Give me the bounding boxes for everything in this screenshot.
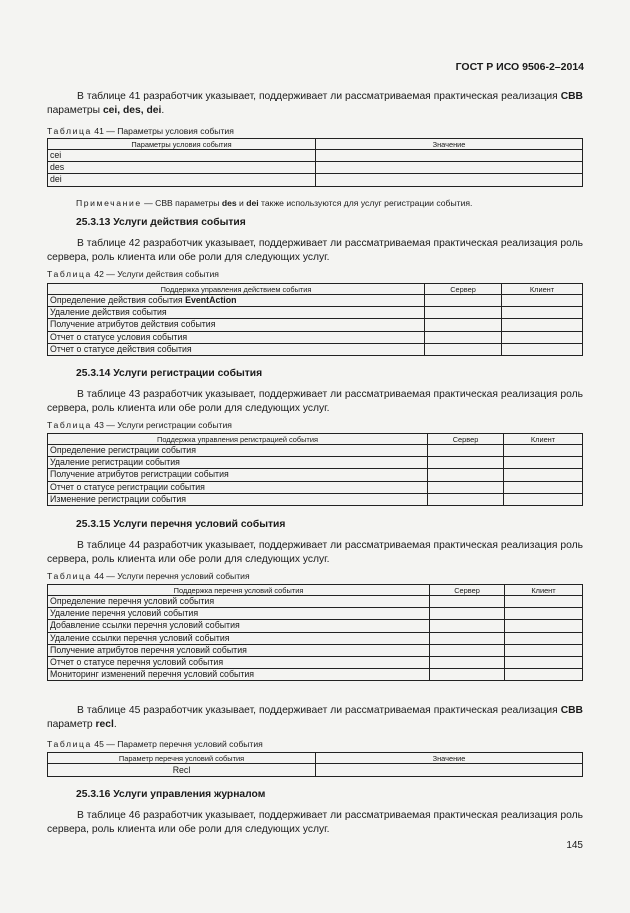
table-row [48,620,583,632]
service-cell: Определение регистрации события [48,445,428,457]
server-cell [430,632,505,644]
service-cell: Отчет о статусе условия события [48,331,425,343]
table41-caption: Таблица 41 — Параметры условия события [47,126,234,136]
document-header: ГОСТ Р ИСО 9506-2–2014 [455,61,584,73]
service-cell: Удаление действия события [48,307,425,319]
server-cell [428,481,504,493]
table-row [48,445,583,457]
server-cell [430,596,505,608]
column-header: Поддержка управления действием события [48,284,425,295]
table-row [48,307,583,319]
server-cell [428,493,504,505]
table-row [48,493,583,505]
column-header: Поддержка перечня условий события [48,585,430,596]
table42-caption: Таблица 42 — Услуги действия события [47,269,219,279]
table43-caption: Таблица 43 — Услуги регистрации события [47,420,232,430]
server-cell [428,445,504,457]
paragraph: В таблице 44 разработчик указывает, поддерживает ли рассматриваемая практическая реализация роль сервера, роль клиента или обе роли для следующих услуг. [47,540,583,565]
service-cell: Отчет о статусе регистрации события [48,481,428,493]
table-row [48,669,583,681]
client-cell [502,319,583,331]
server-cell [428,457,504,469]
table-43 [47,433,583,506]
column-header: Сервер [430,585,505,596]
table-row [48,481,583,493]
table-header-row [48,434,583,445]
client-cell [502,307,583,319]
column-header: Значение [316,139,583,150]
server-cell [425,319,502,331]
value-cell [316,764,583,777]
column-header: Клиент [505,585,583,596]
service-cell: Получение атрибутов перечня условий события [48,644,430,656]
paragraph: В таблице 46 разработчик указывает, поддерживает ли рассматриваемая практическая реализация роль сервера, роль клиента или обе роли для следующих услуг. [47,810,583,835]
page-number: 145 [566,840,583,851]
service-cell: Отчет о статусе действия события [48,343,425,355]
client-cell [504,469,583,481]
table44-caption: Таблица 44 — Услуги перечня условий события [47,571,250,581]
service-cell: Получение атрибутов регистрации события [48,469,428,481]
column-header: Клиент [502,284,583,295]
table-header-row [48,284,583,295]
client-cell [504,493,583,505]
parameter-cell: dei [48,174,316,186]
table-row [48,596,583,608]
note: Примечание — СВВ параметры des и dei также используются для услуг регистрации события. [76,198,473,208]
table-header-row [48,139,583,150]
service-cell: Отчет о статусе перечня условий события [48,656,430,668]
parameter-cell: cei [48,150,316,162]
table-row [48,457,583,469]
value-cell [316,174,583,186]
table-row [48,319,583,331]
client-cell [502,343,583,355]
client-cell [502,331,583,343]
table-row [48,656,583,668]
table-row [48,174,583,186]
table45-caption: Таблица 45 — Параметр перечня условий события [47,739,263,749]
column-header: Сервер [428,434,504,445]
parameter-cell: des [48,162,316,174]
server-cell [425,331,502,343]
paragraph-table41-intro: В таблице 41 разработчик указывает, поддерживает ли рассматриваемая практическая реализация CBB параметры cei, des, dei. [47,91,583,116]
service-cell: Получение атрибутов действия события [48,319,425,331]
client-cell [505,632,583,644]
server-cell [425,295,502,307]
column-header: Параметры условия события [48,139,316,150]
client-cell [504,445,583,457]
table-44 [47,584,583,681]
client-cell [505,596,583,608]
server-cell [425,307,502,319]
server-cell [430,644,505,656]
server-cell [430,669,505,681]
table-row [48,331,583,343]
column-header: Клиент [504,434,583,445]
client-cell [505,669,583,681]
table-row [48,632,583,644]
table-row [48,469,583,481]
section-heading: 25.3.14 Услуги регистрации события [76,368,263,379]
server-cell [428,469,504,481]
service-cell: Удаление перечня условий события [48,608,430,620]
section-heading: 25.3.13 Услуги действия события [76,217,246,228]
column-header: Сервер [425,284,502,295]
value-cell [316,162,583,174]
parameter-cell: Recl [48,764,316,777]
table-row [48,295,583,307]
server-cell [425,343,502,355]
column-header: Параметр перечня условий события [48,753,316,764]
service-cell: Удаление ссылки перечня условий события [48,632,430,644]
paragraph: В таблице 42 разработчик указывает, поддерживает ли рассматриваемая практическая реализация роль сервера, роль клиента или обе роли для следующих услуг. [47,238,583,263]
section-heading: 25.3.15 Услуги перечня условий события [76,519,286,530]
service-cell: Определение перечня условий события [48,596,430,608]
table-41 [47,138,583,187]
server-cell [430,608,505,620]
paragraph-table45-intro: В таблице 45 разработчик указывает, поддерживает ли рассматриваемая практическая реализация CBB параметр recl. [47,705,583,730]
table-row [48,343,583,355]
client-cell [504,457,583,469]
table-42 [47,283,583,356]
section-heading: 25.3.16 Услуги управления журналом [76,789,266,800]
table-45 [47,752,583,777]
column-header: Значение [316,753,583,764]
column-header: Поддержка управления регистрацией события [48,434,428,445]
client-cell [505,620,583,632]
client-cell [505,656,583,668]
server-cell [430,656,505,668]
client-cell [505,608,583,620]
paragraph: В таблице 43 разработчик указывает, поддерживает ли рассматриваемая практическая реализация роль сервера, роль клиента или обе роли для следующих услуг. [47,389,583,414]
table-row [48,644,583,656]
client-cell [504,481,583,493]
service-cell: Определение действия события EventAction [48,295,425,307]
service-cell: Изменение регистрации события [48,493,428,505]
table-row [48,764,583,777]
server-cell [430,620,505,632]
client-cell [505,644,583,656]
value-cell [316,150,583,162]
table-header-row [48,753,583,764]
table-row [48,608,583,620]
service-cell: Удаление регистрации события [48,457,428,469]
table-header-row [48,585,583,596]
table-row [48,162,583,174]
client-cell [502,295,583,307]
service-cell: Мониторинг изменений перечня условий события [48,669,430,681]
service-cell: Добавление ссылки перечня условий события [48,620,430,632]
table-row [48,150,583,162]
